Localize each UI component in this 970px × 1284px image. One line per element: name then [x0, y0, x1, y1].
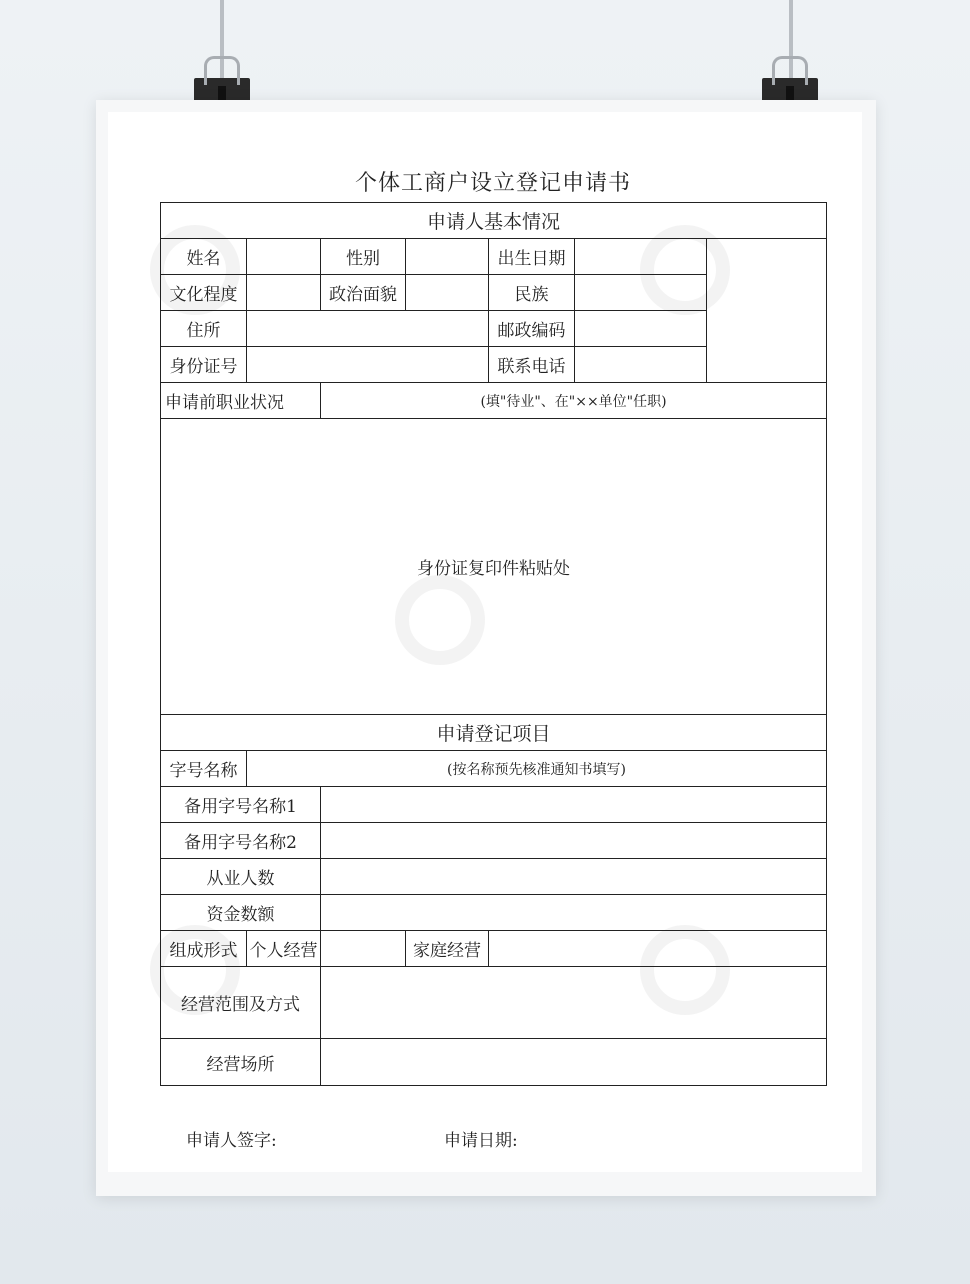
application-date-label: 申请日期:: [444, 1131, 518, 1151]
prior-job-label: 申请前职业状况: [161, 383, 321, 419]
address-field[interactable]: [247, 311, 489, 347]
trade-name-label: 字号名称: [161, 751, 247, 787]
phone-label: 联系电话: [489, 347, 575, 383]
phone-field[interactable]: [575, 347, 707, 383]
id-copy-paste-area[interactable]: 身份证复印件粘贴处: [161, 419, 827, 715]
postcode-field[interactable]: [575, 311, 707, 347]
capital-label: 资金数额: [161, 895, 321, 931]
registration-form-table: [160, 202, 827, 1086]
address-label: 住所: [161, 311, 247, 347]
alt-name1-field[interactable]: [321, 787, 827, 823]
employees-field[interactable]: [321, 859, 827, 895]
alt-name2-label: 备用字号名称2: [161, 823, 321, 859]
trade-name-field[interactable]: (按名称预先核准通知书填写): [247, 751, 827, 787]
form-type-individual[interactable]: 个人经营: [247, 931, 321, 967]
birth-date-label: 出生日期: [489, 239, 575, 275]
id-number-label: 身份证号: [161, 347, 247, 383]
form-type-family[interactable]: 家庭经营: [406, 931, 489, 967]
education-field[interactable]: [247, 275, 321, 311]
form-type-family-field[interactable]: [489, 931, 827, 967]
business-scope-field[interactable]: [321, 967, 827, 1039]
ethnicity-field[interactable]: [575, 275, 707, 311]
form-type-label: 组成形式: [161, 931, 247, 967]
alt-name2-field[interactable]: [321, 823, 827, 859]
section-basic-heading: 申请人基本情况: [161, 203, 827, 239]
birth-date-field[interactable]: [575, 239, 707, 275]
ethnicity-label: 民族: [489, 275, 575, 311]
photo-area[interactable]: [707, 239, 827, 383]
name-field[interactable]: [247, 239, 321, 275]
business-scope-label: 经营范围及方式: [161, 967, 321, 1039]
section-items-heading: 申请登记项目: [161, 715, 827, 751]
form-title: 个体工商户设立登记申请书: [354, 171, 631, 196]
premises-label: 经营场所: [161, 1039, 321, 1086]
political-status-field[interactable]: [406, 275, 489, 311]
id-number-field[interactable]: [247, 347, 489, 383]
capital-field[interactable]: [321, 895, 827, 931]
employees-label: 从业人数: [161, 859, 321, 895]
postcode-label: 邮政编码: [489, 311, 575, 347]
name-label: 姓名: [161, 239, 247, 275]
gender-label: 性别: [321, 239, 406, 275]
form-type-individual-field[interactable]: [321, 931, 406, 967]
premises-field[interactable]: [321, 1039, 827, 1086]
applicant-signature-label: 申请人签字:: [186, 1131, 277, 1151]
gender-field[interactable]: [406, 239, 489, 275]
alt-name1-label: 备用字号名称1: [161, 787, 321, 823]
prior-job-field[interactable]: (填"待业"、在"××单位"任职): [321, 383, 827, 419]
education-label: 文化程度: [161, 275, 247, 311]
political-status-label: 政治面貌: [321, 275, 406, 311]
